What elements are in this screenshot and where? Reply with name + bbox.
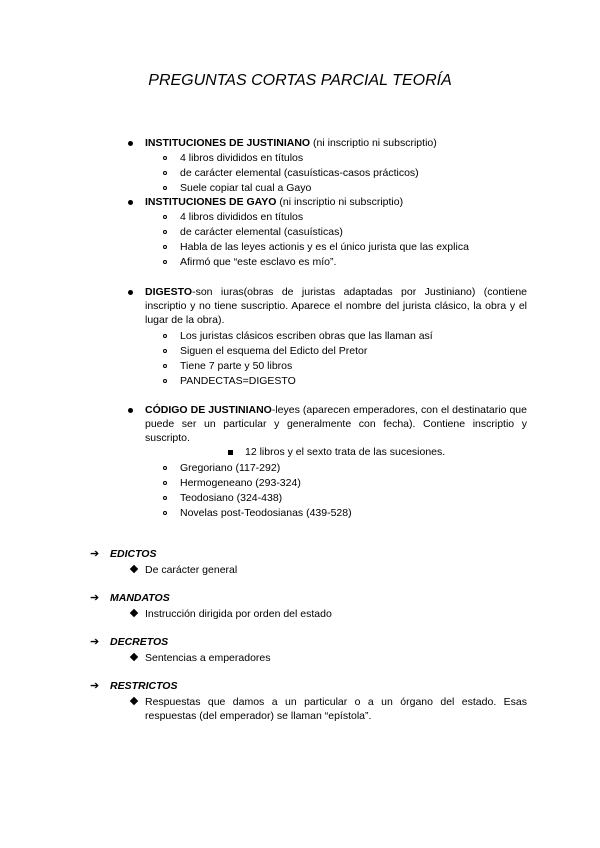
list-item: Los juristas clásicos escriben obras que las llaman así	[180, 330, 433, 342]
diamond-bullet	[130, 653, 138, 661]
bullet-dot	[128, 290, 133, 295]
list-item: Suele copiar tal cual a Gayo	[180, 182, 312, 194]
circle-bullet	[163, 260, 167, 264]
circle-bullet	[163, 349, 167, 353]
section-heading: CÓDIGO DE JUSTINIANO	[145, 404, 272, 416]
bullet-dot	[128, 408, 133, 413]
arrow-detail: Sentencias a emperadores	[145, 652, 271, 664]
section-digesto	[145, 285, 527, 327]
list-item: PANDECTAS=DIGESTO	[180, 375, 296, 387]
arrow-icon: ➔	[90, 592, 100, 604]
list-item: de carácter elemental (casuísticas)	[180, 226, 343, 238]
circle-bullet	[163, 156, 167, 160]
bullet-dot	[128, 200, 133, 205]
list-item: de carácter elemental (casuísticas-casos prácticos)	[180, 167, 419, 179]
diamond-bullet	[130, 697, 138, 705]
section-heading: DIGESTO	[145, 286, 193, 298]
diamond-bullet	[130, 565, 138, 573]
list-item: 12 libros y el sexto trata de las sucesiones.	[245, 446, 446, 458]
list-item: 4 libros divididos en títulos	[180, 152, 304, 164]
arrow-heading: DECRETOS	[110, 636, 169, 648]
square-bullet	[228, 450, 233, 455]
circle-bullet	[163, 511, 167, 515]
list-item: Gregoriano (117-292)	[180, 462, 281, 474]
diamond-bullet	[130, 609, 138, 617]
circle-bullet	[163, 186, 167, 190]
section-note: (ni inscriptio ni subscriptio)	[310, 137, 437, 149]
arrow-icon: ➔	[90, 636, 100, 648]
circle-bullet	[163, 230, 167, 234]
circle-bullet	[163, 496, 167, 500]
section-inst-gayo	[145, 195, 403, 209]
list-item: Hermogeneano (293-324)	[180, 477, 301, 489]
list-item: Novelas post-Teodosianas (439-528)	[180, 507, 352, 519]
section-note: (ni inscriptio ni subscriptio)	[276, 196, 404, 208]
arrow-detail: Instrucción dirigida por orden del estado	[145, 608, 332, 620]
circle-bullet	[163, 466, 167, 470]
section-heading: INSTITUCIONES DE JUSTINIANO	[145, 137, 311, 149]
circle-bullet	[163, 215, 167, 219]
circle-bullet	[163, 245, 167, 249]
section-inst-justiniano	[145, 136, 437, 150]
list-item: Teodosiano (324-438)	[180, 492, 283, 504]
arrow-icon: ➔	[90, 548, 100, 560]
arrow-heading: MANDATOS	[110, 592, 170, 604]
list-item: Habla de las leyes actionis y es el único jurista que las explica	[180, 241, 469, 253]
section-text: -son iuras(obras de juristas adaptadas por Justiniano) (contiene inscriptio y no tiene suscriptio. Aparece el nombre del jurista clásico, la obra y el lugar de la obra).	[145, 286, 527, 326]
list-item: Siguen el esquema del Edicto del Pretor	[180, 345, 368, 357]
arrow-detail: De carácter general	[145, 564, 238, 576]
arrow-heading: EDICTOS	[110, 548, 157, 560]
arrow-icon: ➔	[90, 680, 100, 692]
arrow-heading: RESTRICTOS	[110, 680, 178, 692]
bullet-dot	[128, 141, 133, 146]
circle-bullet	[163, 334, 167, 338]
list-item: 4 libros divididos en títulos	[180, 211, 304, 223]
list-item: Afirmó que “este esclavo es mío”.	[180, 256, 337, 268]
circle-bullet	[163, 364, 167, 368]
section-text: -leyes (aparecen emperadores, con el destinatario que puede ser un particular y generalmente con fecha). Contiene inscriptio y suscripto.	[145, 404, 527, 444]
circle-bullet	[163, 379, 167, 383]
section-codigo	[145, 403, 527, 445]
circle-bullet	[163, 481, 167, 485]
page-title: PREGUNTAS CORTAS PARCIAL TEORÍA	[148, 72, 452, 89]
section-heading: INSTITUCIONES DE GAYO	[145, 196, 277, 208]
list-item: Tiene 7 parte y 50 libros	[180, 360, 293, 372]
arrow-detail: Respuestas que damos a un particular o a un órgano del estado. Esas respuestas (del emperador) se llaman “epístola”.	[145, 696, 527, 722]
circle-bullet	[163, 171, 167, 175]
